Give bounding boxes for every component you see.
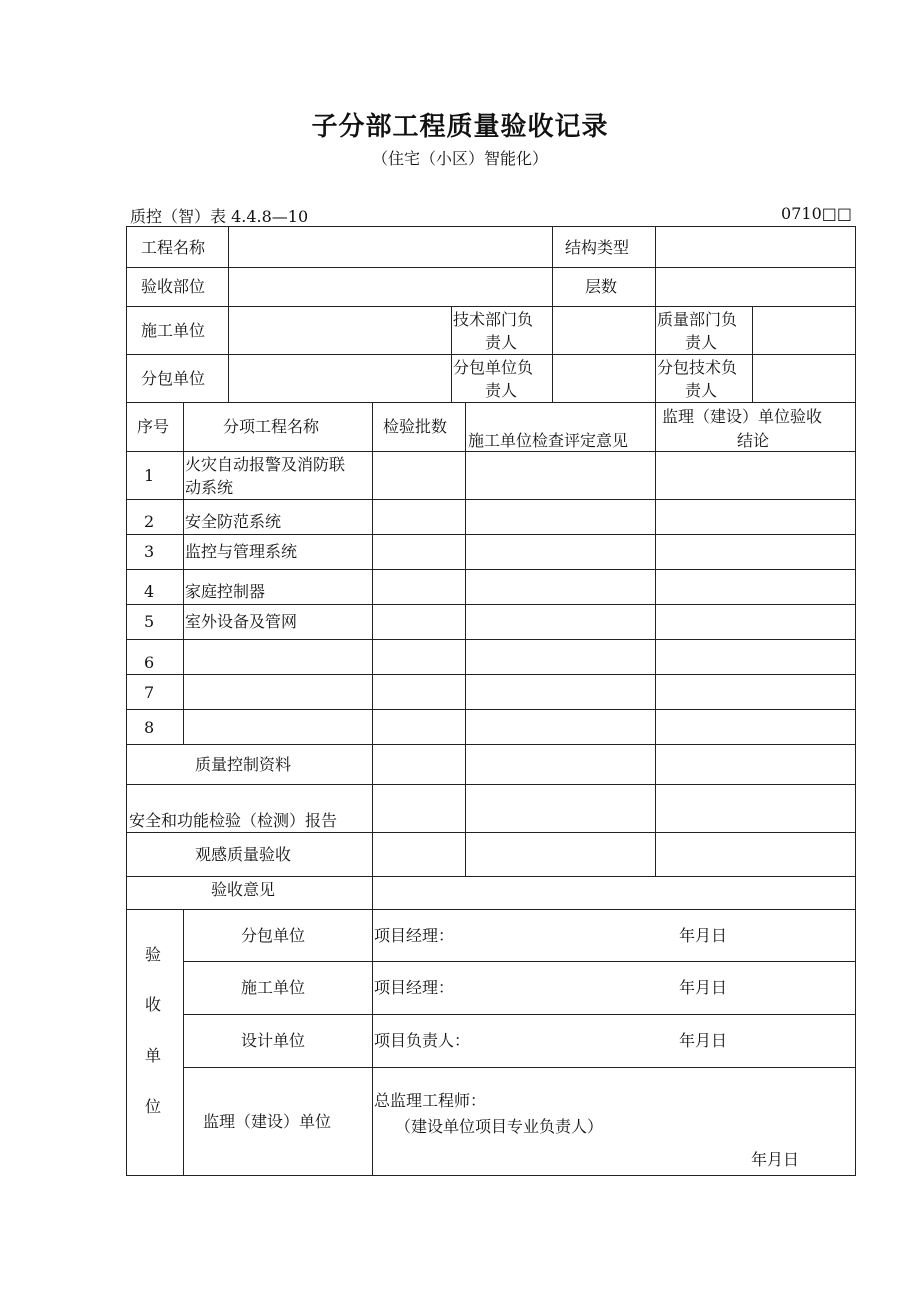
signoff-side-label-3: 单 [145,1046,162,1065]
label-acceptance-part: 验收部位 [141,277,206,296]
label-quality-dept-head-2: 责人 [685,333,718,352]
label-project-name: 工程名称 [141,238,206,257]
summary-opinion: 验收意见 [211,880,276,899]
item-3-name: 监控与管理系统 [185,542,298,561]
summary-appearance: 观感质量验收 [195,845,292,864]
col-header-batch-count: 检验批数 [383,417,448,436]
signoff-subcontract-date: 年月日 [679,926,728,945]
item-7-no: 7 [144,683,155,702]
item-1-name-2: 动系统 [185,478,234,497]
summary-safety-report: 安全和功能检验（检测）报告 [129,811,338,830]
signoff-side-label-4: 位 [145,1097,162,1116]
label-quality-dept-head: 质量部门负 [657,310,738,329]
signoff-design-date: 年月日 [679,1031,728,1050]
item-8-no: 8 [144,718,155,737]
page-title: 子分部工程质量验收记录 [311,112,609,142]
label-sub-tech-head-2: 责人 [685,381,718,400]
item-5-name: 室外设备及管网 [185,612,298,631]
form-code: 质控（智）表 4.4.8—10 [130,207,309,226]
signoff-construction-role: 项目经理： [374,978,455,997]
summary-quality-docs: 质量控制资料 [195,755,292,774]
label-subcontract-unit: 分包单位 [141,369,206,388]
col-header-construction-opinion: 施工单位检查评定意见 [468,431,629,450]
label-structure-type: 结构类型 [565,238,630,257]
label-floors: 层数 [585,277,618,296]
item-2-no: 2 [144,512,155,531]
label-sub-unit-head-2: 责人 [485,381,518,400]
signoff-construction-unit: 施工单位 [241,978,306,997]
item-1-name: 火灾自动报警及消防联 [185,455,346,474]
item-5-no: 5 [144,612,155,631]
label-sub-unit-head: 分包单位负 [453,358,534,377]
acceptance-table [126,226,856,1176]
signoff-subcontract-unit: 分包单位 [241,926,306,945]
signoff-supervision-unit: 监理（建设）单位 [203,1112,332,1131]
signoff-design-role: 项目负责人： [374,1031,471,1050]
signoff-supervision-note: （建设单位项目专业负责人） [395,1117,604,1136]
signoff-side-label-2: 收 [145,995,162,1014]
page-subtitle: （住宅（小区）智能化） [371,149,548,168]
label-sub-tech-head: 分包技术负 [657,358,738,377]
item-4-no: 4 [144,582,155,601]
item-1-no: 1 [144,466,155,485]
item-4-name: 家庭控制器 [185,582,266,601]
label-construction-unit: 施工单位 [141,321,206,340]
col-header-no: 序号 [137,417,170,436]
signoff-supervision-role: 总监理工程师： [374,1091,487,1110]
signoff-supervision-date: 年月日 [751,1150,800,1169]
form-number: 0710□□ [781,204,852,223]
signoff-construction-date: 年月日 [679,978,728,997]
item-3-no: 3 [144,542,155,561]
signoff-subcontract-role: 项目经理： [374,926,455,945]
col-header-supervision: 监理（建设）单位验收 [662,407,823,426]
label-tech-dept-head-2: 责人 [485,333,518,352]
signoff-design-unit: 设计单位 [241,1031,306,1050]
item-2-name: 安全防范系统 [185,512,282,531]
col-header-supervision-2: 结论 [737,431,770,450]
signoff-side-label-1: 验 [145,945,162,964]
col-header-item-name: 分项工程名称 [223,417,320,436]
label-tech-dept-head: 技术部门负 [453,310,534,329]
item-6-no: 6 [144,653,155,672]
